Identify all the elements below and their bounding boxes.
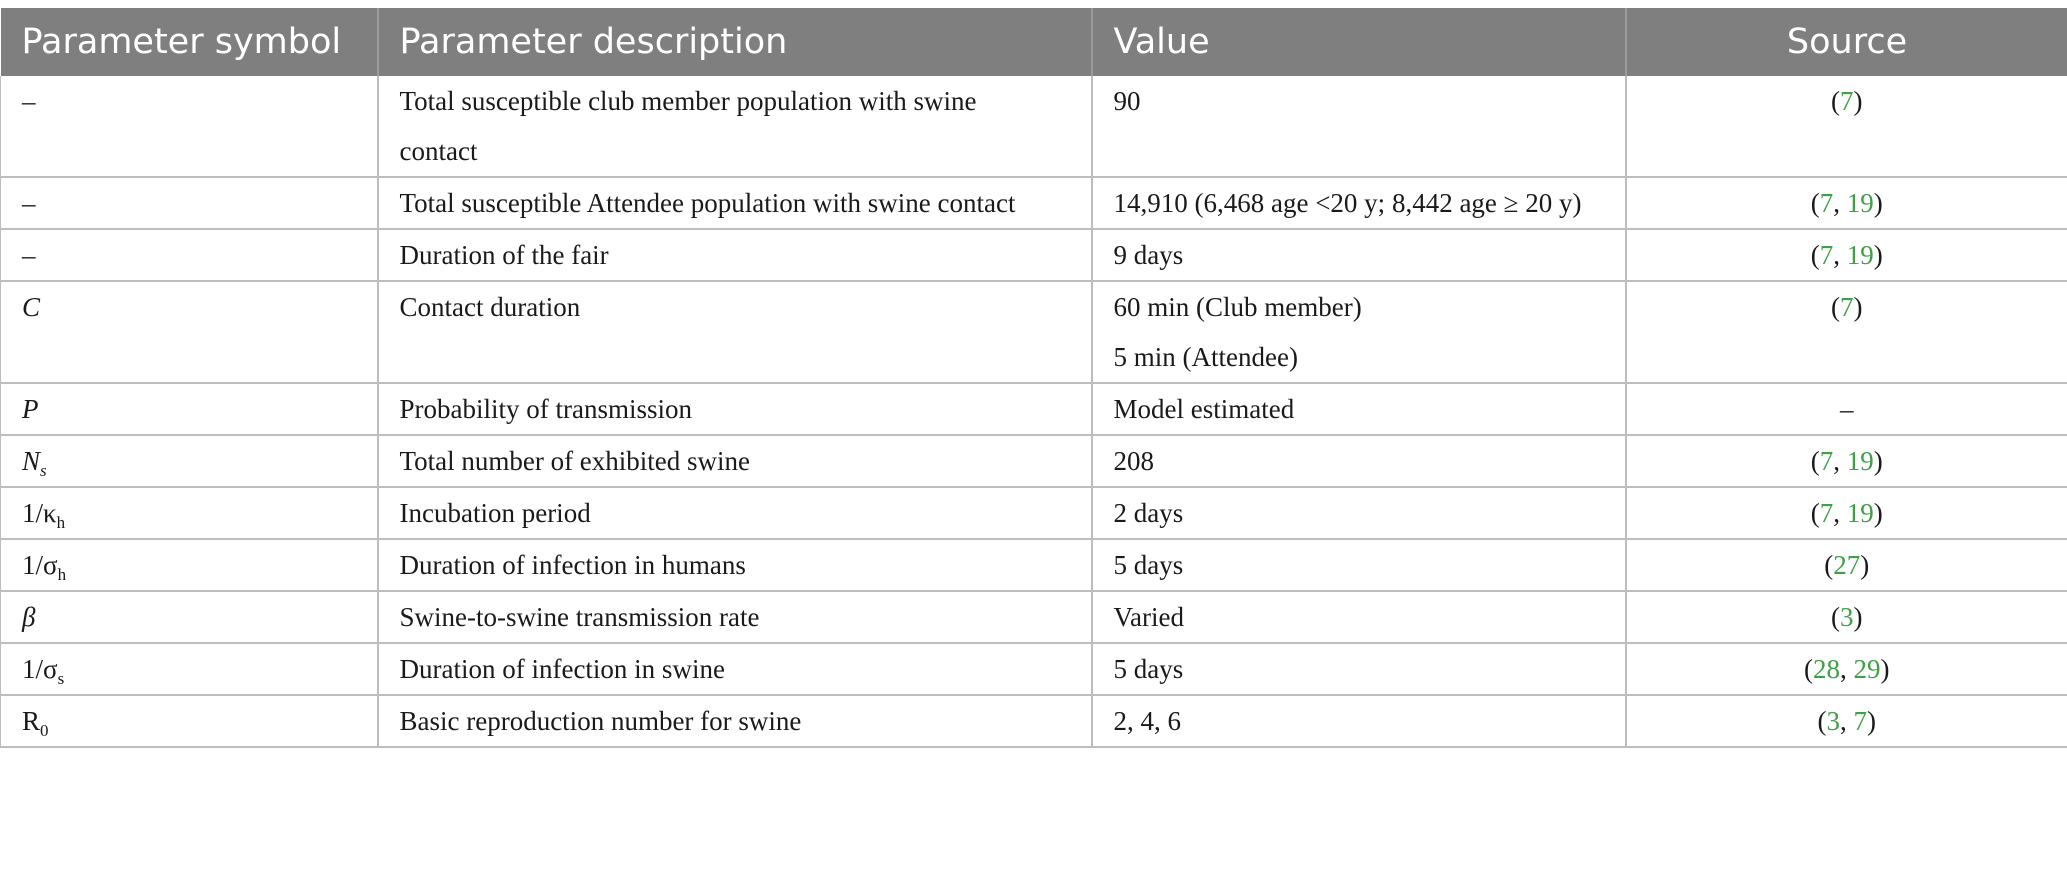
symbol-cell bbox=[1, 177, 378, 229]
table-row bbox=[1, 539, 2067, 591]
reference-link[interactable]: 3 bbox=[1840, 602, 1854, 632]
value-text: 14,910 (6,468 age <20 y; 8,442 age ≥ 20 y) bbox=[1113, 188, 1582, 218]
value-text: 2 days bbox=[1113, 498, 1184, 528]
value-text: Model estimated bbox=[1113, 394, 1295, 424]
description-line: Total susceptible Attendee population with swine contact bbox=[399, 188, 1016, 218]
symbol-text: P bbox=[22, 394, 39, 424]
value-text: 2, 4, 6 bbox=[1113, 706, 1181, 736]
value-cell bbox=[1092, 383, 1626, 435]
symbol-text: – bbox=[22, 86, 36, 116]
value-text: 90 bbox=[1113, 86, 1141, 116]
reference-link[interactable]: 7 bbox=[1819, 188, 1834, 218]
symbol-cell bbox=[1, 281, 378, 383]
table-row bbox=[1, 76, 2067, 177]
description-cell bbox=[378, 435, 1092, 487]
symbol-cell bbox=[1, 695, 378, 747]
source-cell: (3, 7) bbox=[1626, 695, 2067, 747]
description-line: Probability of transmission bbox=[399, 394, 692, 424]
symbol-text: C bbox=[22, 292, 41, 322]
header-value: Value bbox=[1092, 8, 1626, 76]
description-cell bbox=[378, 76, 1092, 177]
source-cell: (7) bbox=[1626, 281, 2067, 383]
symbol-cell bbox=[1, 487, 378, 539]
description-cell bbox=[378, 539, 1092, 591]
reference-link[interactable]: 28 bbox=[1813, 654, 1840, 684]
table-header bbox=[1, 8, 2067, 76]
value-text: 5 days bbox=[1113, 654, 1184, 684]
description-cell bbox=[378, 229, 1092, 281]
symbol-cell bbox=[1, 591, 378, 643]
value-cell bbox=[1092, 435, 1626, 487]
table-row bbox=[1, 695, 2067, 747]
value-text: 5 min (Attendee) bbox=[1113, 342, 1298, 372]
description-line: Swine-to-swine transmission rate bbox=[399, 602, 760, 632]
table-row bbox=[1, 435, 2067, 487]
reference-link[interactable]: 7 bbox=[1853, 706, 1867, 736]
value-cell bbox=[1092, 591, 1626, 643]
reference-link[interactable]: 7 bbox=[1840, 86, 1854, 116]
symbol-subscript: h bbox=[57, 565, 67, 584]
description-line: Duration of infection in swine bbox=[399, 654, 725, 684]
source-cell: (28, 29) bbox=[1626, 643, 2067, 695]
symbol-subscript: s bbox=[40, 461, 47, 480]
source-cell bbox=[1626, 383, 2067, 435]
symbol-subscript: h bbox=[56, 513, 66, 532]
symbol-cell bbox=[1, 76, 378, 177]
table-body bbox=[1, 76, 2067, 747]
symbol-text: – bbox=[22, 188, 36, 218]
description-line: Total susceptible club member population with swine bbox=[399, 86, 977, 116]
value-cell bbox=[1092, 539, 1626, 591]
source-cell: (7, 19) bbox=[1626, 435, 2067, 487]
reference-link[interactable]: 29 bbox=[1853, 654, 1881, 684]
table-row bbox=[1, 281, 2067, 383]
description-line: Basic reproduction number for swine bbox=[399, 706, 802, 736]
symbol-text: R bbox=[22, 706, 41, 736]
description-line: contact bbox=[399, 136, 478, 166]
symbol-subscript: s bbox=[57, 669, 65, 688]
symbol-cell bbox=[1, 229, 378, 281]
description-cell bbox=[378, 383, 1092, 435]
reference-link[interactable]: 19 bbox=[1846, 188, 1874, 218]
value-cell bbox=[1092, 281, 1626, 383]
reference-link[interactable]: 27 bbox=[1833, 550, 1861, 580]
description-cell bbox=[378, 591, 1092, 643]
reference-link[interactable]: 19 bbox=[1846, 498, 1874, 528]
value-cell bbox=[1092, 643, 1626, 695]
symbol-cell bbox=[1, 539, 378, 591]
value-text: 60 min (Club member) bbox=[1113, 292, 1362, 322]
value-cell bbox=[1092, 229, 1626, 281]
table-row bbox=[1, 177, 2067, 229]
header-source: Source bbox=[1626, 8, 2067, 76]
value-text: 208 bbox=[1113, 446, 1154, 476]
value-text: 5 days bbox=[1113, 550, 1184, 580]
reference-link[interactable]: 19 bbox=[1846, 240, 1874, 270]
value-text: 9 days bbox=[1113, 240, 1184, 270]
symbol-text: 1/σ bbox=[22, 654, 58, 684]
value-cell bbox=[1092, 695, 1626, 747]
table-row bbox=[1, 229, 2067, 281]
description-line: Total number of exhibited swine bbox=[399, 446, 751, 476]
source-text: – bbox=[1840, 394, 1854, 424]
value-text: Varied bbox=[1113, 602, 1184, 632]
reference-link[interactable]: 7 bbox=[1840, 292, 1854, 322]
reference-link[interactable]: 19 bbox=[1846, 446, 1874, 476]
symbol-text: β bbox=[22, 602, 36, 632]
table-row bbox=[1, 487, 2067, 539]
source-cell: (3) bbox=[1626, 591, 2067, 643]
symbol-subscript: 0 bbox=[40, 721, 49, 740]
value-cell bbox=[1092, 487, 1626, 539]
description-line: Contact duration bbox=[399, 292, 581, 322]
symbol-text: – bbox=[22, 240, 36, 270]
source-cell: (7) bbox=[1626, 76, 2067, 177]
description-line: Duration of infection in humans bbox=[399, 550, 746, 580]
source-cell: (7, 19) bbox=[1626, 229, 2067, 281]
symbol-cell bbox=[1, 643, 378, 695]
symbol-cell bbox=[1, 435, 378, 487]
header-parameter-description: Parameter description bbox=[378, 8, 1092, 76]
source-cell: (27) bbox=[1626, 539, 2067, 591]
description-cell bbox=[378, 695, 1092, 747]
parameter-table bbox=[0, 8, 2067, 748]
reference-link[interactable]: 7 bbox=[1819, 498, 1834, 528]
description-cell bbox=[378, 643, 1092, 695]
table-row bbox=[1, 383, 2067, 435]
table-row bbox=[1, 591, 2067, 643]
symbol-text: 1/κ bbox=[22, 498, 57, 528]
source-cell: (7, 19) bbox=[1626, 487, 2067, 539]
source-cell: (7, 19) bbox=[1626, 177, 2067, 229]
description-cell bbox=[378, 487, 1092, 539]
symbol-text: 1/σ bbox=[22, 550, 58, 580]
value-cell bbox=[1092, 76, 1626, 177]
table-row bbox=[1, 643, 2067, 695]
symbol-text: N bbox=[22, 446, 41, 476]
header-parameter-symbol: Parameter symbol bbox=[21, 22, 342, 62]
description-line: Duration of the fair bbox=[399, 240, 609, 270]
symbol-cell bbox=[1, 383, 378, 435]
reference-link[interactable]: 7 bbox=[1819, 240, 1834, 270]
value-cell bbox=[1092, 177, 1626, 229]
parameter-table-container bbox=[0, 8, 2067, 748]
reference-link[interactable]: 7 bbox=[1819, 446, 1834, 476]
header-row bbox=[1, 8, 2067, 76]
description-cell bbox=[378, 281, 1092, 383]
reference-link[interactable]: 3 bbox=[1826, 706, 1840, 736]
description-cell bbox=[378, 177, 1092, 229]
description-line: Incubation period bbox=[399, 498, 591, 528]
